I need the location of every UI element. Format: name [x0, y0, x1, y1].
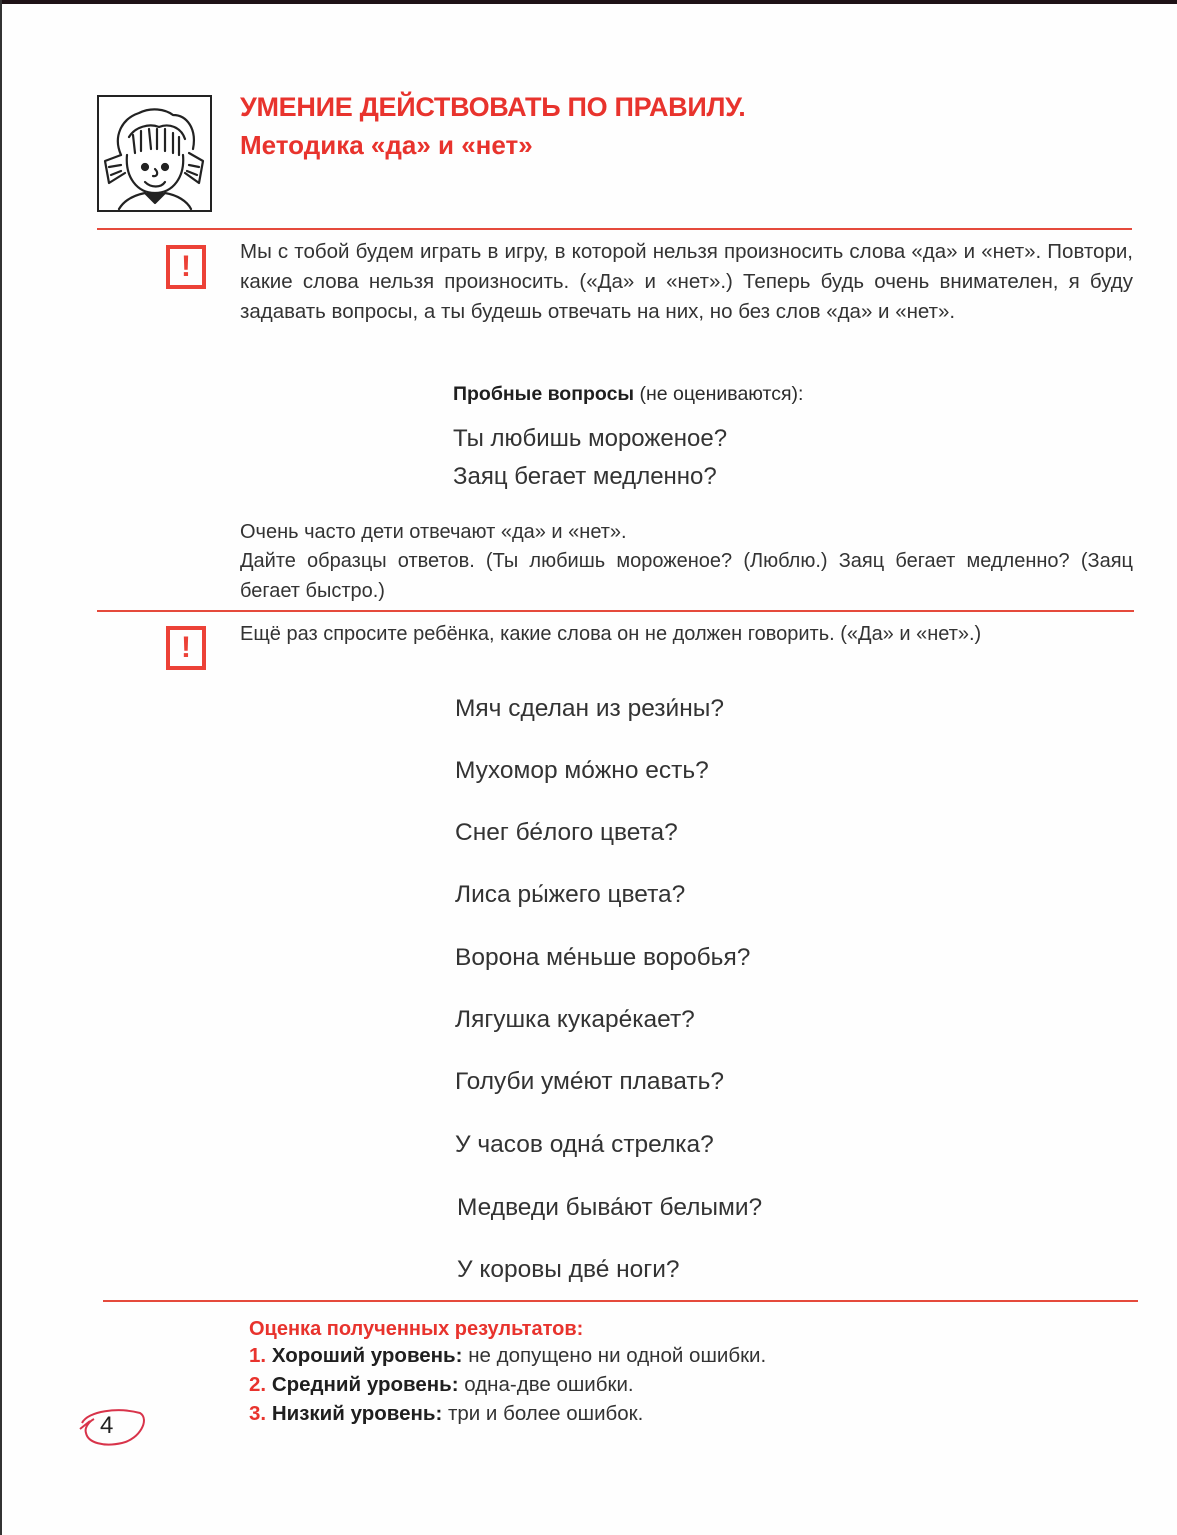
question-item: Лиса ры́жего цвета? — [455, 881, 686, 908]
question-item: Мухомор мо́жно есть? — [455, 757, 709, 784]
question-item: Лягушка кукаре́кает? — [455, 1006, 695, 1033]
instruction-text: Мы с тобой будем играть в игру, в которой нельзя произносить слова «да» и «нет». Повтори, какие слова нельзя произносить. («Да» и «нет».) Теперь будь очень внимателен, я буду задавать вопросы, а ты будешь отвечать на них, но без слов «да» и «нет». — [240, 240, 1133, 323]
exclamation-icon: ! — [166, 626, 206, 670]
divider — [97, 228, 1132, 230]
question-item: Голуби уме́ют плавать? — [455, 1068, 724, 1095]
result-level — [249, 1344, 766, 1368]
note-line: Очень часто дети отвечают «да» и «нет». — [240, 521, 627, 543]
trial-heading-bold: Пробные вопросы — [453, 383, 635, 405]
question-item: У часов одна́ стрелка? — [455, 1131, 714, 1158]
note-line: Дайте образцы ответов. (Ты любишь мороженое? (Люблю.) Заяц бегает медленно? (Заяц бегает быстро.) — [240, 550, 1133, 602]
divider — [103, 1300, 1138, 1302]
level-label: Средний уровень: — [271, 1373, 459, 1396]
results-title: Оценка полученных результатов: — [249, 1318, 584, 1340]
girl-portrait-icon — [97, 95, 212, 212]
trial-questions-heading — [453, 383, 803, 406]
scan-edge-left — [0, 0, 2, 1535]
exclamation-icon: ! — [166, 245, 206, 289]
question-item: У коровы две́ ноги? — [457, 1256, 680, 1283]
page-title: УМЕНИЕ ДЕЙСТВОВАТЬ ПО ПРАВИЛУ. — [240, 92, 746, 122]
trial-question: Ты любишь мороженое? — [453, 425, 728, 452]
level-number: 1. — [249, 1344, 267, 1367]
instruction-text: Ещё раз спросите ребёнка, какие слова он не должен говорить. («Да» и «нет».) — [240, 623, 982, 645]
result-level — [249, 1402, 643, 1426]
divider — [97, 610, 1134, 612]
level-label: Хороший уровень: — [271, 1344, 463, 1367]
page-number-text: 4 — [100, 1412, 114, 1439]
page-subtitle: Методика «да» и «нет» — [240, 130, 533, 160]
question-item: Снег бе́лого цвета? — [455, 819, 678, 846]
level-number: 3. — [249, 1402, 267, 1425]
level-desc: одна-две ошибки. — [464, 1373, 634, 1396]
level-label: Низкий уровень: — [271, 1402, 443, 1425]
result-level — [249, 1373, 634, 1397]
question-item: Медведи быва́ют белыми? — [457, 1194, 763, 1221]
level-desc: не допущено ни одной ошибки. — [468, 1344, 767, 1367]
question-item: Мяч сделан из рези́ны? — [455, 695, 724, 722]
level-number: 2. — [249, 1373, 267, 1396]
question-item: Ворона ме́ньше воробья? — [455, 944, 751, 971]
page-number — [78, 1405, 148, 1449]
trial-question: Заяц бегает медленно? — [453, 463, 717, 490]
scan-edge — [0, 0, 1177, 4]
trial-heading-note: (не оцениваются): — [639, 383, 804, 405]
level-desc: три и более ошибок. — [448, 1402, 644, 1425]
